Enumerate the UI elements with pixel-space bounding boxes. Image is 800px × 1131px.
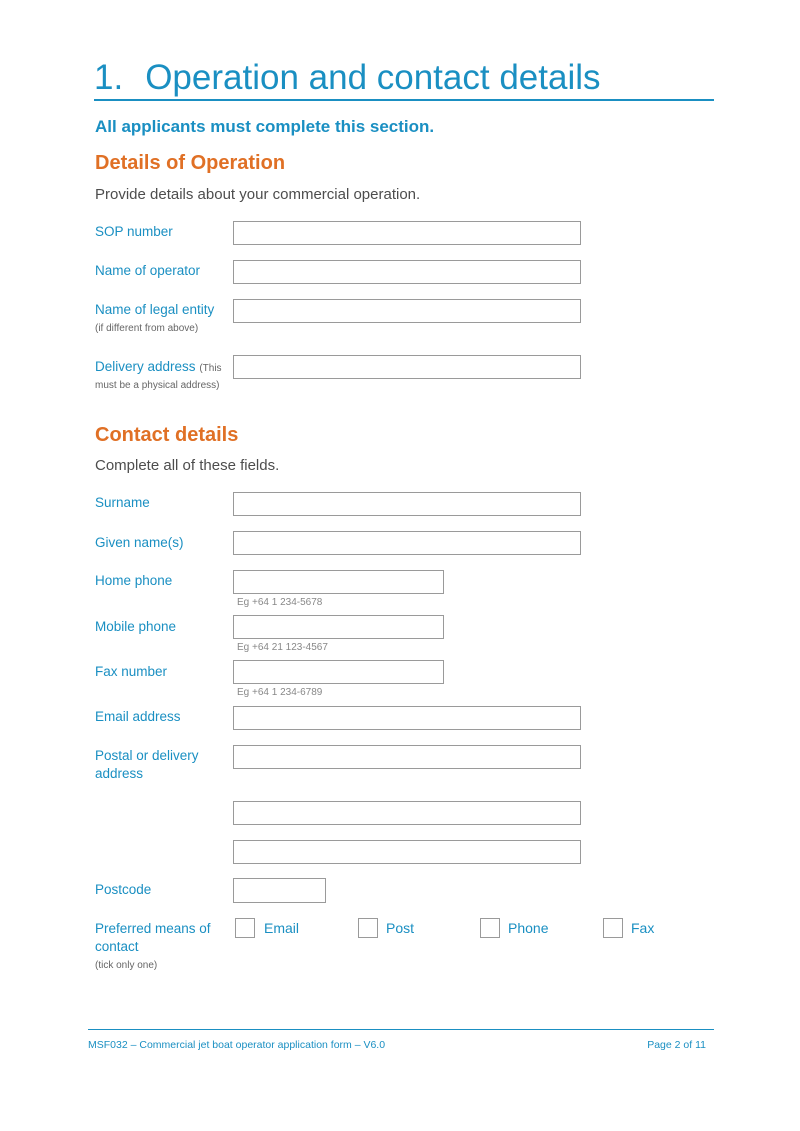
title-divider xyxy=(94,99,714,101)
legal-entity-label: Name of legal entity xyxy=(95,302,215,317)
footer-form-id: MSF032 – Commercial jet boat operator application form – V6.0 xyxy=(88,1039,386,1051)
surname-input[interactable] xyxy=(233,492,581,516)
fax-number-input[interactable] xyxy=(233,660,444,684)
email-address-label: Email address xyxy=(95,709,181,724)
contact-heading: Contact details xyxy=(95,424,239,446)
preferred-post-label: Post xyxy=(386,920,415,936)
preferred-contact-label-line1: Preferred means of xyxy=(95,921,211,936)
preferred-email-label: Email xyxy=(264,920,300,936)
section-title: Operation and contact details xyxy=(145,58,601,97)
operator-name-label: Name of operator xyxy=(95,263,201,278)
sop-number-label: SOP number xyxy=(95,224,173,239)
postal-address-line2-input[interactable] xyxy=(233,801,581,825)
email-address-input[interactable] xyxy=(233,706,581,730)
delivery-address-input[interactable] xyxy=(233,355,581,379)
sop-number-input[interactable] xyxy=(233,221,581,245)
section-instruction: All applicants must complete this section. xyxy=(95,117,435,136)
mobile-phone-label: Mobile phone xyxy=(95,619,177,634)
fax-number-example: Eg +64 1 234-6789 xyxy=(237,687,323,698)
postal-address-line3-input[interactable] xyxy=(233,840,581,864)
footer-divider xyxy=(88,1029,714,1030)
given-names-label: Given name(s) xyxy=(95,535,184,550)
preferred-contact-note: (tick only one) xyxy=(95,960,158,971)
delivery-address-note-a: (This xyxy=(199,363,222,374)
section-number: 1. xyxy=(94,58,124,97)
operation-intro: Provide details about your commercial operation. xyxy=(95,186,421,203)
home-phone-example: Eg +64 1 234-5678 xyxy=(237,597,323,608)
preferred-email-checkbox[interactable] xyxy=(235,918,255,938)
given-names-input[interactable] xyxy=(233,531,581,555)
preferred-fax-checkbox[interactable] xyxy=(603,918,623,938)
postal-address-label-line2: address xyxy=(95,766,144,781)
page-title xyxy=(94,58,601,98)
mobile-phone-input[interactable] xyxy=(233,615,444,639)
preferred-phone-label: Phone xyxy=(508,920,549,936)
postal-address-label-line1: Postal or delivery xyxy=(95,748,199,763)
postal-address-line1-input[interactable] xyxy=(233,745,581,769)
footer-page-number: Page 2 of 11 xyxy=(647,1039,706,1051)
legal-entity-input[interactable] xyxy=(233,299,581,323)
mobile-phone-example: Eg +64 21 123-4567 xyxy=(237,642,328,653)
contact-intro: Complete all of these fields. xyxy=(95,457,280,474)
operation-heading: Details of Operation xyxy=(95,152,286,174)
preferred-post-checkbox[interactable] xyxy=(358,918,378,938)
preferred-phone-checkbox[interactable] xyxy=(480,918,500,938)
fax-number-label: Fax number xyxy=(95,664,168,679)
operator-name-input[interactable] xyxy=(233,260,581,284)
home-phone-label: Home phone xyxy=(95,573,173,588)
surname-label: Surname xyxy=(95,495,150,510)
postcode-label: Postcode xyxy=(95,882,152,897)
postcode-input[interactable] xyxy=(233,878,326,903)
preferred-contact-label-line2: contact xyxy=(95,939,139,954)
delivery-address-note-b: must be a physical address) xyxy=(95,380,220,391)
preferred-fax-label: Fax xyxy=(631,920,655,936)
delivery-address-label xyxy=(95,358,222,378)
legal-entity-note: (if different from above) xyxy=(95,323,199,334)
home-phone-input[interactable] xyxy=(233,570,444,594)
delivery-address-text: Delivery address xyxy=(95,359,196,374)
